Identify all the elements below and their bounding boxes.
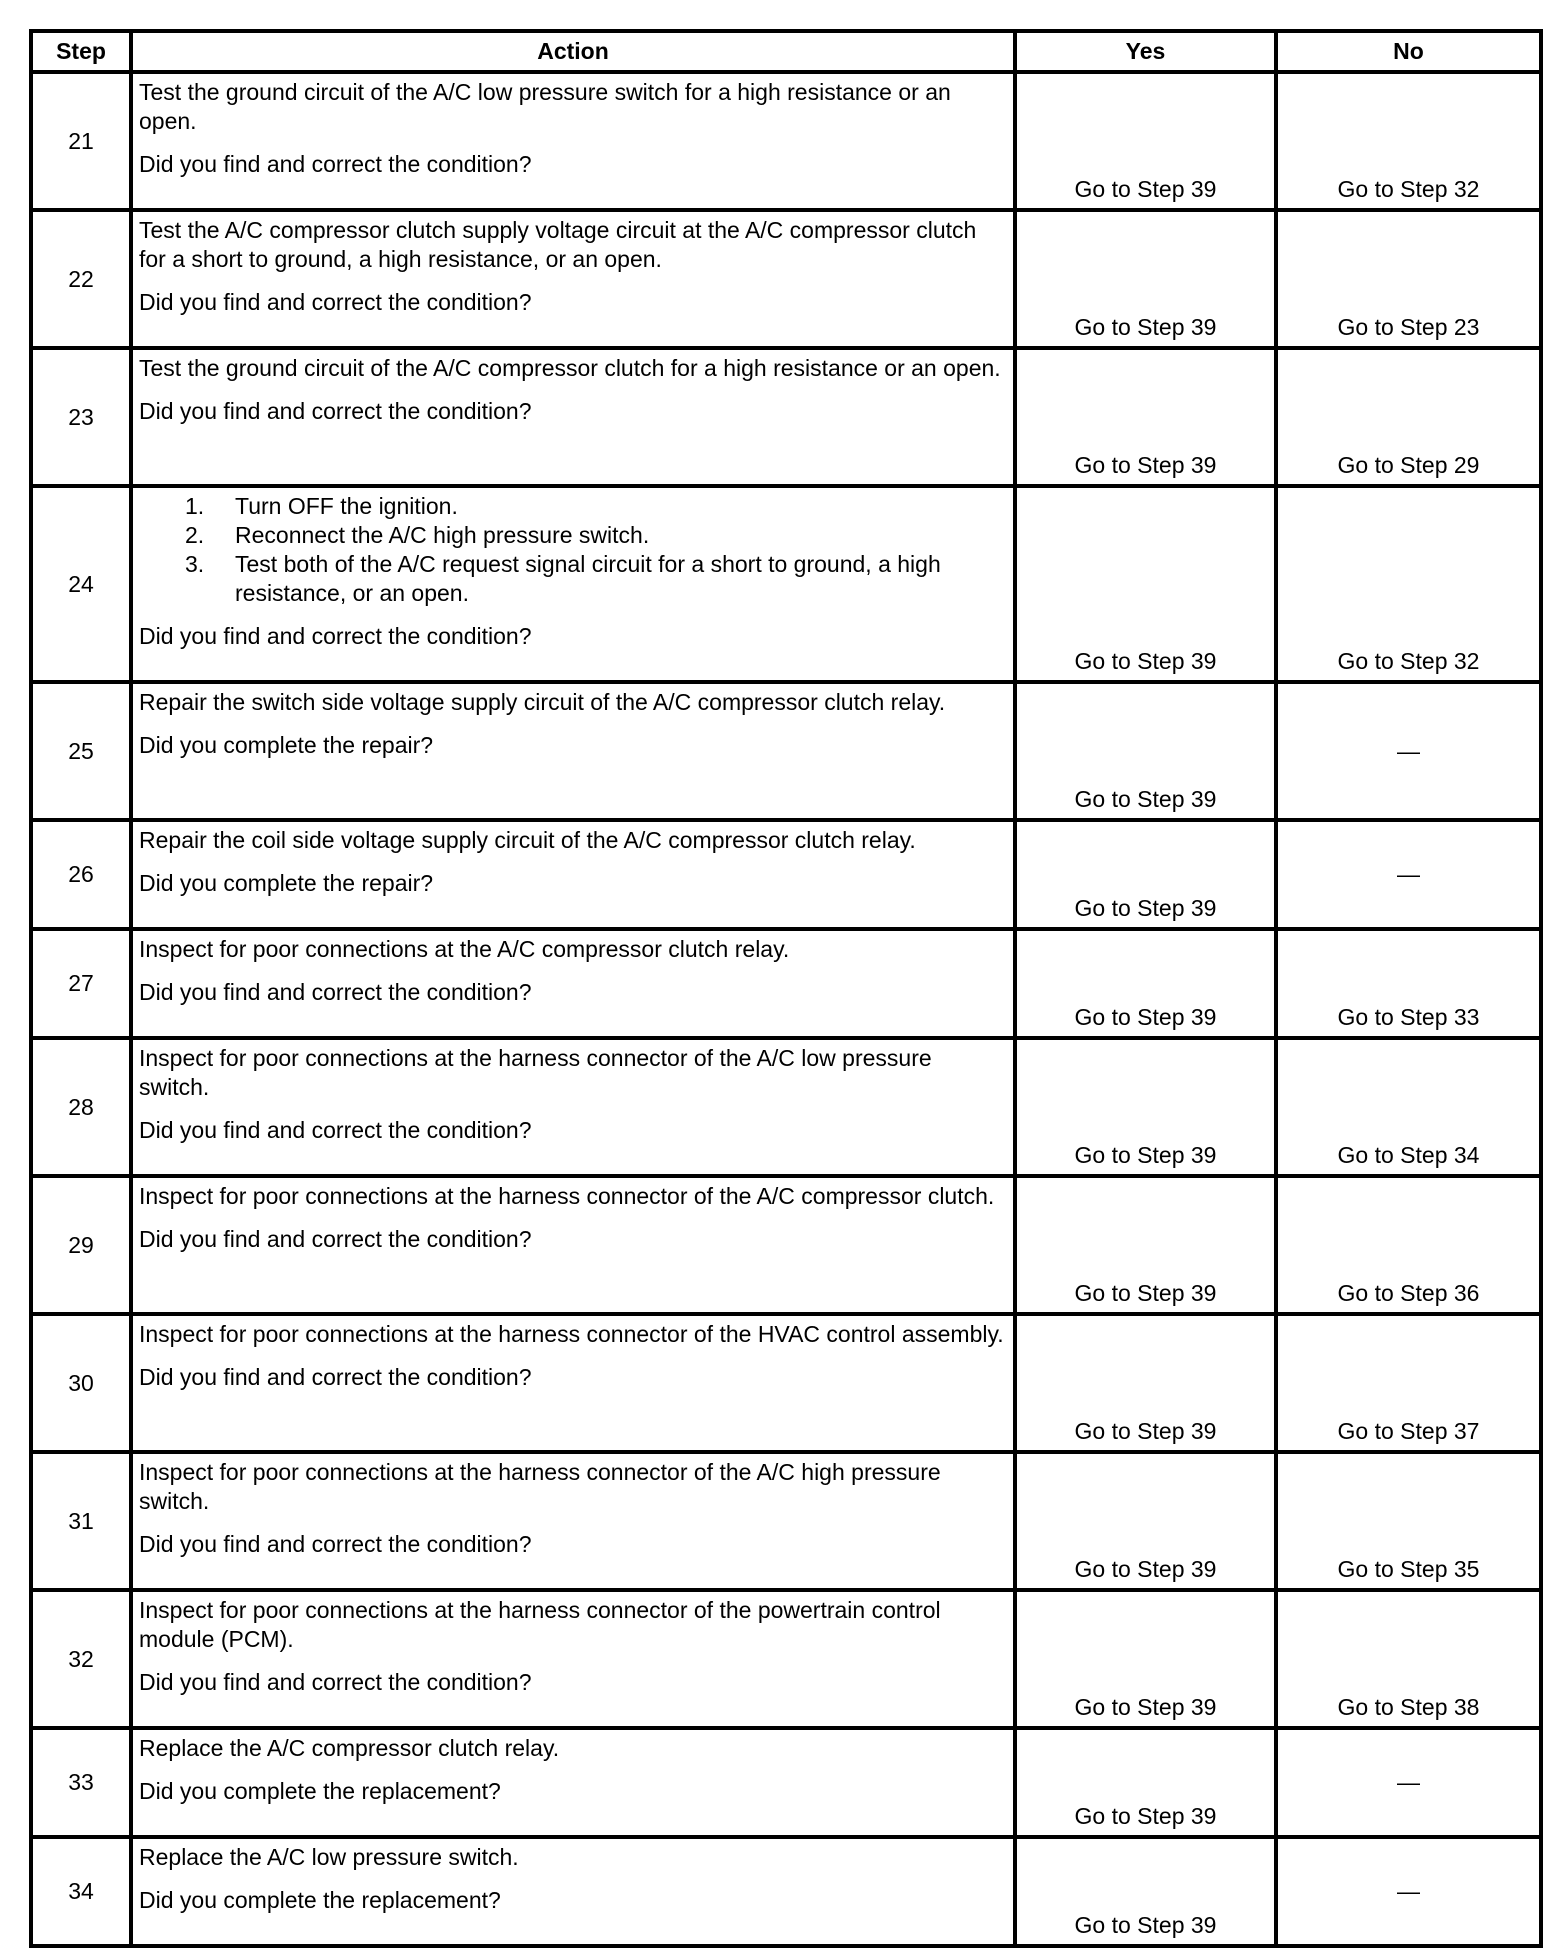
action-cell <box>131 72 1015 210</box>
action-cell <box>131 210 1015 348</box>
header-action: Action <box>131 31 1015 72</box>
yes-cell: Go to Step 39 <box>1015 348 1276 486</box>
action-question: Did you complete the replacement? <box>139 1887 501 1913</box>
action-text: Inspect for poor connections at the harness connector of the A/C compressor clutch. <box>139 1183 995 1209</box>
action-text: Replace the A/C compressor clutch relay. <box>139 1735 560 1761</box>
action-cell <box>131 682 1015 820</box>
substep-item <box>185 550 1007 608</box>
action-question: Did you find and correct the condition? <box>139 1669 532 1695</box>
step-number: 26 <box>31 820 131 929</box>
action-cell <box>131 1038 1015 1176</box>
step-number: 31 <box>31 1452 131 1590</box>
action-cell <box>131 1728 1015 1837</box>
no-cell: Go to Step 38 <box>1276 1590 1541 1728</box>
table-row <box>31 1176 1541 1314</box>
action-text: Inspect for poor connections at the harness connector of the HVAC control assembly. <box>139 1321 1004 1347</box>
step-number: 33 <box>31 1728 131 1837</box>
yes-cell: Go to Step 39 <box>1015 486 1276 682</box>
substep-number: 3. <box>185 551 205 577</box>
action-cell <box>131 486 1015 682</box>
substep-number: 1. <box>185 493 205 519</box>
step-number: 30 <box>31 1314 131 1452</box>
yes-cell: Go to Step 39 <box>1015 1452 1276 1590</box>
table-row <box>31 1314 1541 1452</box>
substep-list <box>139 492 1007 608</box>
action-text: Repair the switch side voltage supply circuit of the A/C compressor clutch relay. <box>139 689 946 715</box>
step-number: 25 <box>31 682 131 820</box>
yes-cell: Go to Step 39 <box>1015 1038 1276 1176</box>
action-question: Did you complete the repair? <box>139 870 434 896</box>
action-question: Did you find and correct the condition? <box>139 289 532 315</box>
substep-text: Test both of the A/C request signal circuit for a short to ground, a high resistance, or an open. <box>235 551 941 606</box>
substep-text: Reconnect the A/C high pressure switch. <box>235 522 650 548</box>
action-text: Inspect for poor connections at the harness connector of the A/C high pressure switch. <box>139 1459 941 1514</box>
action-cell <box>131 820 1015 929</box>
action-question: Did you find and correct the condition? <box>139 151 532 177</box>
step-number: 29 <box>31 1176 131 1314</box>
header-no: No <box>1276 31 1541 72</box>
table-row <box>31 1590 1541 1728</box>
step-number: 23 <box>31 348 131 486</box>
action-text: Test the ground circuit of the A/C low pressure switch for a high resistance or an open. <box>139 79 951 134</box>
substep-item <box>185 521 1007 550</box>
action-question: Did you find and correct the condition? <box>139 1531 532 1557</box>
step-number: 24 <box>31 486 131 682</box>
action-question: Did you find and correct the condition? <box>139 1117 532 1143</box>
table-row <box>31 929 1541 1038</box>
step-number: 32 <box>31 1590 131 1728</box>
header-yes: Yes <box>1015 31 1276 72</box>
no-cell: Go to Step 34 <box>1276 1038 1541 1176</box>
no-cell: Go to Step 23 <box>1276 210 1541 348</box>
action-text: Inspect for poor connections at the harness connector of the A/C low pressure switch. <box>139 1045 932 1100</box>
header-step: Step <box>31 31 131 72</box>
table-row <box>31 1837 1541 1946</box>
table-row <box>31 210 1541 348</box>
yes-cell: Go to Step 39 <box>1015 1590 1276 1728</box>
yes-cell: Go to Step 39 <box>1015 929 1276 1038</box>
no-cell: — <box>1276 1728 1541 1837</box>
yes-cell: Go to Step 39 <box>1015 1176 1276 1314</box>
no-cell: — <box>1276 1837 1541 1946</box>
table-row <box>31 1038 1541 1176</box>
substep-item <box>185 492 1007 521</box>
step-number: 21 <box>31 72 131 210</box>
table-row <box>31 348 1541 486</box>
table-header-row <box>31 31 1541 72</box>
action-question: Did you find and correct the condition? <box>139 1364 532 1390</box>
action-cell <box>131 1837 1015 1946</box>
yes-cell: Go to Step 39 <box>1015 210 1276 348</box>
action-question: Did you complete the repair? <box>139 732 434 758</box>
action-cell <box>131 348 1015 486</box>
action-question: Did you complete the replacement? <box>139 1778 501 1804</box>
no-cell: Go to Step 29 <box>1276 348 1541 486</box>
action-question: Did you find and correct the condition? <box>139 623 532 649</box>
step-number: 28 <box>31 1038 131 1176</box>
yes-cell: Go to Step 39 <box>1015 1728 1276 1837</box>
action-cell <box>131 929 1015 1038</box>
no-cell: — <box>1276 820 1541 929</box>
action-question: Did you find and correct the condition? <box>139 398 532 424</box>
action-text: Replace the A/C low pressure switch. <box>139 1844 519 1870</box>
action-text: Repair the coil side voltage supply circuit of the A/C compressor clutch relay. <box>139 827 916 853</box>
action-question: Did you find and correct the condition? <box>139 979 532 1005</box>
no-cell: Go to Step 32 <box>1276 486 1541 682</box>
table-row <box>31 820 1541 929</box>
action-text: Inspect for poor connections at the harness connector of the powertrain control module (PCM). <box>139 1597 941 1652</box>
table-row <box>31 486 1541 682</box>
action-text: Test the A/C compressor clutch supply voltage circuit at the A/C compressor clutch for a short to ground, a high resistance, or an open. <box>139 217 977 272</box>
substep-number: 2. <box>185 522 205 548</box>
table-row <box>31 682 1541 820</box>
no-cell: — <box>1276 682 1541 820</box>
yes-cell: Go to Step 39 <box>1015 72 1276 210</box>
table-row <box>31 1452 1541 1590</box>
yes-cell: Go to Step 39 <box>1015 1837 1276 1946</box>
diagnostic-table <box>29 29 1543 1948</box>
action-cell <box>131 1590 1015 1728</box>
no-cell: Go to Step 35 <box>1276 1452 1541 1590</box>
no-cell: Go to Step 33 <box>1276 929 1541 1038</box>
no-cell: Go to Step 32 <box>1276 72 1541 210</box>
action-cell <box>131 1176 1015 1314</box>
step-number: 34 <box>31 1837 131 1946</box>
yes-cell: Go to Step 39 <box>1015 682 1276 820</box>
action-cell <box>131 1452 1015 1590</box>
action-text: Test the ground circuit of the A/C compressor clutch for a high resistance or an open. <box>139 355 1001 381</box>
step-number: 22 <box>31 210 131 348</box>
step-number: 27 <box>31 929 131 1038</box>
no-cell: Go to Step 37 <box>1276 1314 1541 1452</box>
table-row <box>31 72 1541 210</box>
table-row <box>31 1728 1541 1837</box>
action-cell <box>131 1314 1015 1452</box>
no-cell: Go to Step 36 <box>1276 1176 1541 1314</box>
action-text: Inspect for poor connections at the A/C compressor clutch relay. <box>139 936 790 962</box>
substep-text: Turn OFF the ignition. <box>235 493 458 519</box>
yes-cell: Go to Step 39 <box>1015 1314 1276 1452</box>
action-question: Did you find and correct the condition? <box>139 1226 532 1252</box>
yes-cell: Go to Step 39 <box>1015 820 1276 929</box>
